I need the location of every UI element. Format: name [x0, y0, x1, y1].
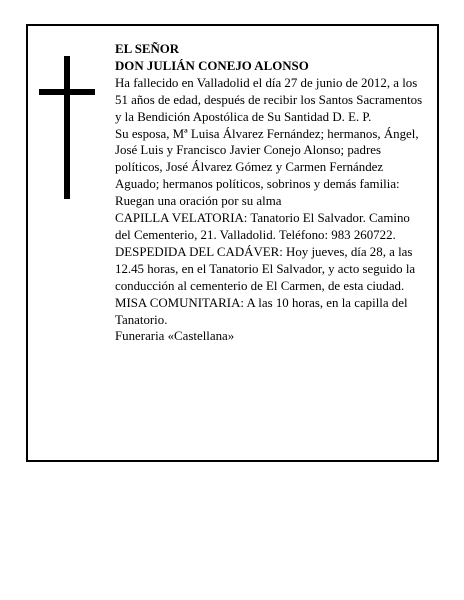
notice-title-line-1: EL SEÑOR [115, 42, 180, 56]
funeral-home: Funeraria «Castellana» [115, 329, 235, 344]
obituary-text [115, 41, 425, 345]
prayer-request: Ruegan una oración por su alma [115, 194, 282, 209]
farewell-info: DESPEDIDA DEL CADÁVER: Hoy jueves, día 28, a las 12.45 horas, en el Tanatorio El Salvador, y acto seguido la conducción al cementerio de El Carmen, de esta ciudad. [115, 244, 416, 293]
chapel-info: CAPILLA VELATORIA: Tanatorio El Salvador. Camino del Cementerio, 21. Valladolid. Teléfono: 983 260722. [115, 211, 410, 242]
family-members: Su esposa, Mª Luisa Álvarez Fernández; hermanos, Ángel, José Luis y Francisco Javier Conejo Alonso; padres políticos, José Álvarez Gómez y Carmen Fernández Aguado; hermanos políticos, sobrinos y demás familia: [115, 126, 419, 192]
deceased-name: DON JULIÁN CONEJO ALONSO [115, 58, 309, 73]
obituary-notice-frame [26, 24, 439, 462]
death-announcement: Ha fallecido en Valladolid el día 27 de junio de 2012, a los 51 años de edad, después de recibir los Santos Sacramentos y la Bendición Apostólica de Su Santidad D. E. P. [115, 75, 423, 124]
mass-info: MISA COMUNITARIA: A las 10 horas, en la capilla del Tanatorio. [115, 295, 408, 327]
cross-icon [39, 56, 95, 199]
cross-horizontal-bar [39, 89, 95, 95]
cross-vertical-bar [64, 56, 70, 199]
